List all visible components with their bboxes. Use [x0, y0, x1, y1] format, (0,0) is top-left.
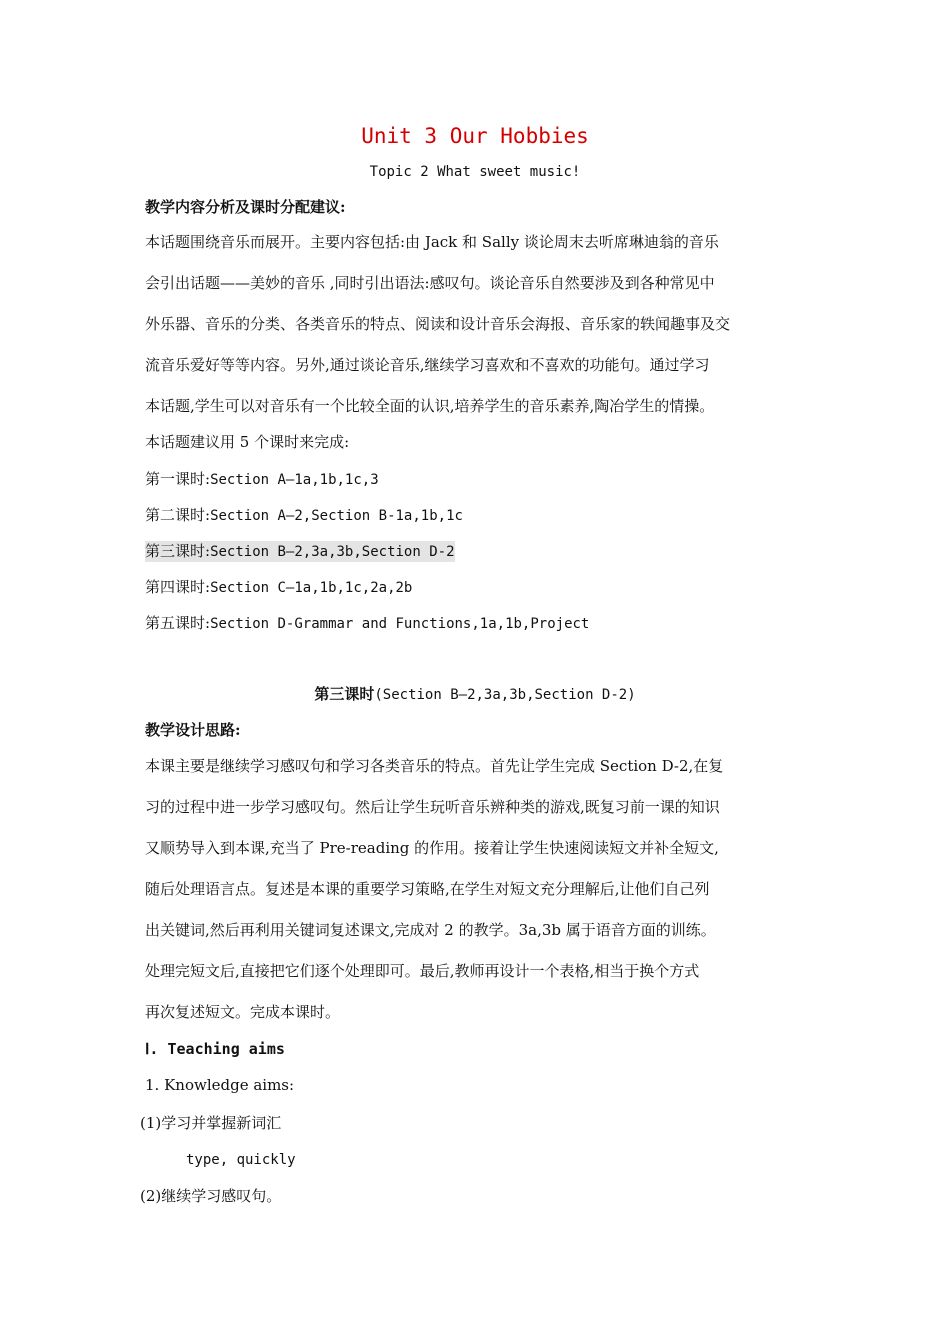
- schedule-label: 第三课时:: [145, 542, 211, 560]
- schedule-content: Section A—2,Section B-1a,1b,1c: [210, 508, 463, 524]
- analysis-line: 外乐器、音乐的分类、各类音乐的特点、阅读和设计音乐会海报、音乐家的轶闻趣事及交: [145, 315, 731, 333]
- schedule-label: 第四课时:: [145, 578, 211, 596]
- schedule-content: Section C—1a,1b,1c,2a,2b: [210, 580, 413, 596]
- schedule-item-highlighted: [145, 541, 455, 562]
- lesson-heading: [0, 684, 950, 705]
- schedule-label: 第二课时:: [145, 506, 211, 524]
- aim-item: (1)学习并掌握新词汇: [140, 1114, 282, 1132]
- lesson-heading-detail: (Section B—2,3a,3b,Section D-2): [374, 687, 636, 703]
- design-line: 又顺势导入到本课,充当了 Pre-reading 的作用。接着让学生快速阅读短文并补全短文,: [145, 839, 719, 857]
- document-title: Unit 3 Our Hobbies: [361, 124, 589, 148]
- analysis-line: 本话题建议用 5 个课时来完成:: [145, 433, 350, 451]
- aims-heading: Ⅰ. Teaching aims: [145, 1040, 285, 1058]
- analysis-line: 流音乐爱好等等内容。另外,通过谈论音乐,继续学习喜欢和不喜欢的功能句。通过学习: [145, 356, 710, 374]
- aim-item: (2)继续学习感叹句。: [140, 1187, 282, 1205]
- schedule-label: 第五课时:: [145, 614, 211, 632]
- schedule-item: [145, 505, 463, 526]
- schedule-content: Section D-Grammar and Functions,1a,1b,Project: [210, 616, 590, 632]
- design-line: 习的过程中进一步学习感叹句。然后让学生玩听音乐辨种类的游戏,既复习前一课的知识: [145, 798, 720, 816]
- aim-vocabulary: type, quickly: [186, 1152, 296, 1168]
- schedule-item: [145, 469, 379, 490]
- schedule-item: [145, 577, 412, 598]
- analysis-line: 本话题,学生可以对音乐有一个比较全面的认识,培养学生的音乐素养,陶冶学生的情操。: [145, 397, 715, 415]
- design-line: 出关键词,然后再利用关键词复述课文,完成对 2 的教学。3a,3b 属于语音方面的训练。: [145, 921, 716, 939]
- design-line: 本课主要是继续学习感叹句和学习各类音乐的特点。首先让学生完成 Section D-2,在复: [145, 757, 724, 775]
- design-heading: 教学设计思路:: [145, 721, 241, 739]
- design-line: 再次复述短文。完成本课时。: [145, 1003, 341, 1021]
- design-line: 处理完短文后,直接把它们逐个处理即可。最后,教师再设计一个表格,相当于换个方式: [145, 962, 700, 980]
- analysis-line: 会引出话题——美妙的音乐 ,同时引出语法:感叹句。谈论音乐自然要涉及到各种常见中: [145, 274, 715, 292]
- schedule-content: Section A—1a,1b,1c,3: [210, 472, 379, 488]
- lesson-heading-label: 第三课时: [314, 685, 375, 703]
- analysis-line: 本话题围绕音乐而展开。主要内容包括:由 Jack 和 Sally 谈论周末去听席琳迪翁的音乐: [145, 233, 719, 251]
- schedule-content: Section B—2,3a,3b,Section D-2: [210, 544, 455, 560]
- schedule-item: [145, 613, 589, 634]
- design-line: 随后处理语言点。复述是本课的重要学习策略,在学生对短文充分理解后,让他们自己列: [145, 880, 710, 898]
- schedule-label: 第一课时:: [145, 470, 211, 488]
- document-subtitle: Topic 2 What sweet music!: [369, 164, 581, 180]
- analysis-heading: 教学内容分析及课时分配建议:: [145, 198, 346, 216]
- knowledge-aims: 1. Knowledge aims:: [145, 1076, 295, 1094]
